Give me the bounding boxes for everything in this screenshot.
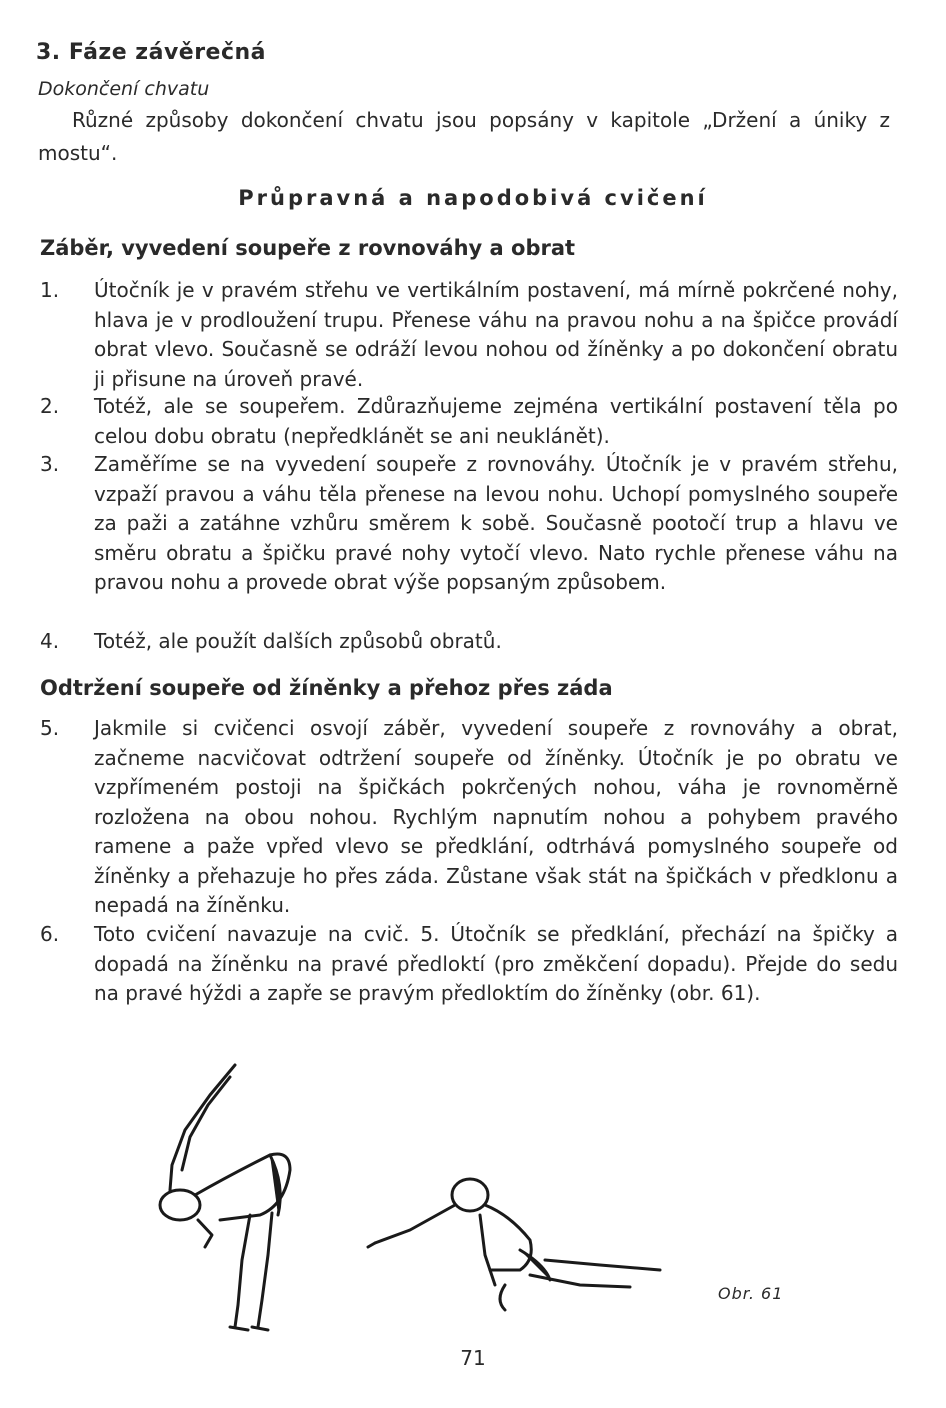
item-number: 1. — [40, 278, 60, 302]
falling-wrestler-drawing — [368, 1179, 660, 1310]
item-text: Totéž, ale použít dalších způsobů obratů. — [94, 629, 502, 653]
item-number: 5. — [40, 716, 60, 740]
list-item — [40, 276, 898, 394]
item-text: Toto cvičení navazuje na cvič. 5. Útočník se předklání, přechází na špičky a dopadá na žíněnku na pravé předloktí (pro změkčení dopadu). Přejde do sedu na pravé hýždi a zapře se pravým předloktím do žíněnky (obr. 61). — [94, 922, 898, 1005]
list-item — [40, 392, 898, 451]
figure-caption: Obr. 61 — [718, 1284, 784, 1303]
item-number: 2. — [40, 394, 60, 418]
item-number: 6. — [40, 922, 60, 946]
subheading: Dokončení chvatu — [38, 78, 210, 100]
item-text: Totéž, ale se soupeřem. Zdůrazňujeme zejména vertikální postavení těla po celou dobu obratu (nepředklánět se ani neuklánět). — [94, 394, 898, 448]
list-item — [40, 627, 898, 657]
item-text: Zaměříme se na vyvedení soupeře z rovnováhy. Útočník je v pravém střehu, vzpaží pravou a váhu těla přenese na levou nohu. Uchopí pomyslného soupeře za paži a zatáhne vzhůru směrem k sobě. Současně pootočí trup a hlavu ve směru obratu a špičku pravé nohy vytočí vlevo. Nato rychle přenese váhu na pravou nohu a provede obrat výše popsaným způsobem. — [94, 452, 898, 594]
subsection-title: Odtržení soupeře od žíněnky a přehoz přes záda — [40, 676, 613, 700]
item-text: Jakmile si cvičenci osvojí záběr, vyvedení soupeře z rovnováhy a obrat, začneme nacvičovat odtržení soupeře od žíněnky. Útočník je po obratu ve vzpřímeném postoji na špičkách pokrčených nohou, váha je rovnoměrně rozložena na obou nohou. Rychlým napnutím nohou a pohybem pravého ramene a paže vpřed vlevo se předklání, odtrhává pomyslného soupeře od žíněnky a přehazuje ho přes záda. Zůstane však stát na špičkách v předklonu a nepadá na žíněnku. — [94, 716, 898, 917]
standing-wrestler-drawing — [160, 1065, 290, 1330]
intro-paragraph: Různé způsoby dokončení chvatu jsou popsány v kapitole „Držení a úniky z mostu“. — [38, 108, 890, 165]
figure-illustration — [150, 1055, 690, 1335]
item-number: 4. — [40, 629, 60, 653]
subsection-title: Záběr, vyvedení soupeře z rovnováhy a obrat — [40, 236, 576, 260]
list-item — [40, 920, 898, 1009]
chapter-heading: 3. Fáze závěrečná — [36, 40, 267, 65]
page-number: 71 — [460, 1346, 486, 1370]
item-number: 3. — [40, 452, 60, 476]
item-text: Útočník je v pravém střehu ve vertikálním postavení, má mírně pokrčené nohy, hlava je v prodloužení trupu. Přenese váhu na pravou nohu a na špičce provádí obrat vlevo. Současně se odráží levou nohou od žíněnky a po dokončení obratu ji přisune na úroveň pravé. — [94, 278, 898, 391]
list-item — [40, 450, 898, 598]
section-title: Průpravná a napodobivá cvičení — [238, 186, 708, 210]
list-item — [40, 714, 898, 921]
